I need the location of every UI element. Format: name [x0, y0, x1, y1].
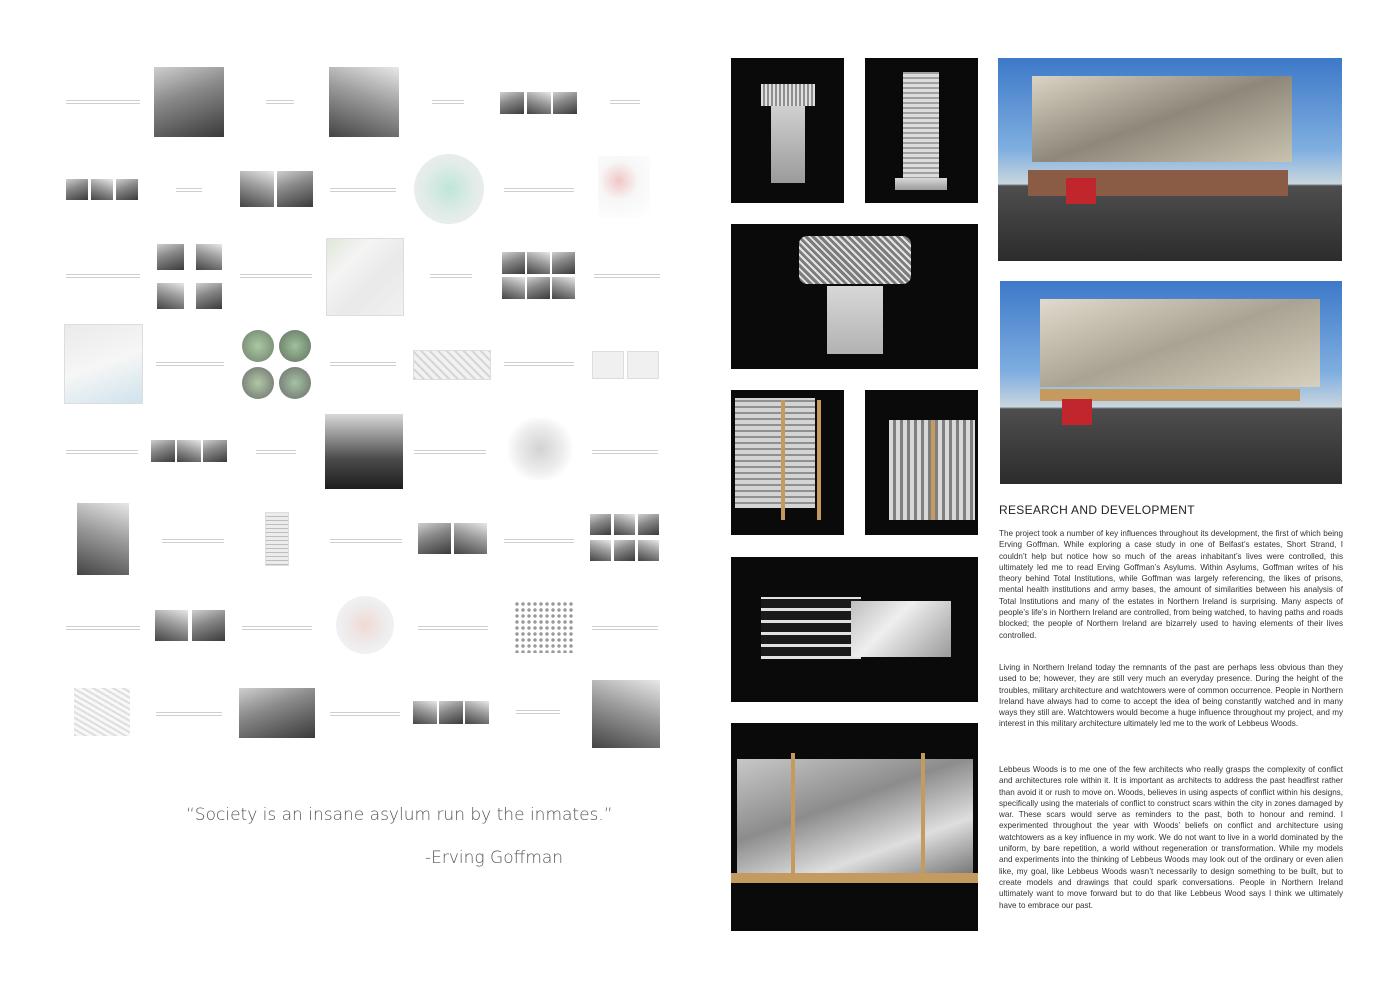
body-paragraph: The project took a number of key influences throughout its development, the first of which being Erving Goffman. While exploring a case study in one of Belfast’s estates, Short Strand, I couldn’t help but notice how so much of the areas inhabitant’s lives were controlled, this ultimately led me to read Erving Goffman’s Asylums. Within Asylums, Goffman writes of his theory behind Total Institutions, while Goffman was largely referencing, the likes of prisons, mental health institutions and army bases, the amount of similarities between his analysis of Total Institutions and many of the estates in Northern Ireland is surprising. Many aspects of people’s life’s in Northern Ireland are controlled, from being watched, to having paths and roads blocked; the people of Northern Ireland are bizarrely used to having elements of their lives controlled. — [999, 529, 1343, 640]
caption-text-block — [66, 98, 140, 104]
caption-text-block — [162, 537, 224, 543]
site-plan-pair — [592, 351, 624, 379]
street-photo — [154, 67, 224, 137]
caption-text-block — [592, 448, 658, 454]
street-photo — [196, 283, 222, 309]
street-network-map — [413, 350, 491, 380]
tower-elevation — [265, 512, 289, 566]
street-photo — [196, 244, 222, 270]
site-plan — [74, 688, 130, 736]
caption-text-block — [242, 624, 312, 630]
street-photo — [590, 514, 611, 535]
tower-model-photo — [731, 58, 844, 203]
watchtower-model-photo — [731, 224, 978, 369]
circular-map-detail — [279, 367, 311, 399]
street-photo — [638, 540, 659, 561]
caption-text-block — [256, 448, 296, 454]
street-photo — [277, 171, 313, 207]
tower-model-photo — [865, 58, 978, 203]
caption-text-block — [594, 272, 660, 278]
caption-text-block — [418, 624, 488, 630]
goffman-quote: “Society is an insane asylum run by the inmates.” — [186, 805, 613, 825]
slab-model-photo — [731, 557, 978, 702]
site-montage-image — [1000, 281, 1342, 484]
caption-text-block — [176, 186, 202, 192]
city-map — [64, 324, 143, 404]
installation-model-photo — [731, 723, 978, 931]
circular-map-detail — [279, 330, 311, 362]
body-paragraph: Lebbeus Woods is to me one of the few architects who really grasps the complexity of conflict and architectures role within it. It is important as architects to address the past headfirst rather than avoid it or rush to move on. Woods, believes in using aspects of conflict within his designs, specifically using the materials of conflict to construct scars within the city in zones damaged by war. These scars would serve as reminders to the past, both to honour and remind. I experimented throughout the year with Woods’ beliefs on conflict and architecture using watchtowers as a key influence in my work. We do not want to live in a world dominated by the uniform, by bare repetition, a world without regeneration or transformation. While my models and experiments into the thinking of Lebbeus Woods may look out of the ordinary or even alien like, my goal, like Lebbeus Woods wasn’t necessarily to design something to be built, but to create models and drawings that could spark conversations. People in Northern Ireland ultimately want to move forward but to do that like Lebbeus Wood says I think we ultimately have to embrace our past. — [999, 765, 1343, 910]
facade-model-photo — [731, 390, 844, 535]
caption-text-block — [66, 624, 140, 630]
section-heading: RESEARCH AND DEVELOPMENT — [999, 503, 1195, 517]
dot-matrix-diagram — [514, 601, 574, 653]
caption-text-block — [592, 624, 658, 630]
caption-text-block — [414, 448, 486, 454]
street-photo — [454, 523, 487, 554]
graffiti-wall-photo — [239, 688, 315, 738]
circular-map-detail — [242, 367, 274, 399]
street-photo — [527, 92, 551, 114]
street-photo — [500, 92, 524, 114]
street-photo — [413, 701, 437, 724]
street-photo — [502, 252, 525, 274]
street-photo — [240, 171, 274, 207]
caption-text-block — [240, 272, 312, 278]
caption-text-block — [504, 186, 574, 192]
caption-text-block — [66, 448, 138, 454]
street-photo — [552, 252, 575, 274]
caption-text-block — [156, 710, 222, 716]
caption-text-block — [330, 360, 396, 366]
house-photo — [192, 610, 225, 641]
district-map — [326, 238, 404, 316]
caption-text-block — [504, 537, 574, 543]
street-photo — [527, 277, 550, 299]
facade-model-photo — [865, 390, 978, 535]
street-photo — [157, 283, 184, 309]
street-photo — [465, 701, 489, 724]
street-photo — [614, 514, 635, 535]
entrance-photo — [325, 414, 403, 489]
caption-text-block — [610, 98, 640, 104]
building-photo — [329, 67, 399, 137]
caption-text-block — [66, 272, 140, 278]
street-photo — [553, 92, 577, 114]
street-photo — [203, 440, 227, 462]
street-photo — [418, 523, 451, 554]
caption-text-block — [330, 710, 400, 716]
caption-text-block — [432, 98, 464, 104]
site-montage-image — [998, 58, 1342, 261]
circular-map-detail — [242, 330, 274, 362]
street-photo — [116, 179, 138, 200]
figure-ground-map — [598, 156, 650, 218]
quote-author: -Erving Goffman — [425, 848, 564, 868]
site-plan-pair — [627, 351, 659, 379]
street-photo — [527, 252, 550, 274]
street-photo — [439, 701, 463, 724]
street-photo — [66, 179, 88, 200]
caption-text-block — [504, 360, 574, 366]
circular-site-map — [336, 596, 394, 654]
street-photo — [592, 680, 660, 748]
caption-text-block — [330, 186, 396, 192]
street-photo — [638, 514, 659, 535]
wall-photo — [77, 503, 129, 575]
caption-text-block — [330, 537, 402, 543]
street-photo — [502, 277, 525, 299]
body-paragraph: Living in Northern Ireland today the remnants of the past are perhaps less obvious than they used to be; however, they are still very much an everyday presence. During the height of the troubles, military architecture and watchtowers were of common occurrence. People in Northern Ireland have always had to come to accept the idea of being constantly watched and in many ways they still are. Watchtowers would become a huge influence throughout my project, and my interest in this military architecture ultimately led me to the work of Lebbeus Woods. — [999, 663, 1343, 729]
street-photo — [157, 244, 184, 270]
street-photo — [177, 440, 201, 462]
house-photo — [155, 610, 188, 641]
site-axonometric — [507, 418, 573, 480]
street-photo — [614, 540, 635, 561]
caption-text-block — [430, 272, 472, 278]
caption-text-block — [266, 98, 294, 104]
circular-site-map — [414, 154, 484, 224]
street-photo — [151, 440, 175, 462]
caption-text-block — [156, 360, 224, 366]
street-photo — [91, 179, 113, 200]
street-photo — [552, 277, 575, 299]
caption-text-block — [516, 708, 560, 714]
street-photo — [590, 540, 611, 561]
